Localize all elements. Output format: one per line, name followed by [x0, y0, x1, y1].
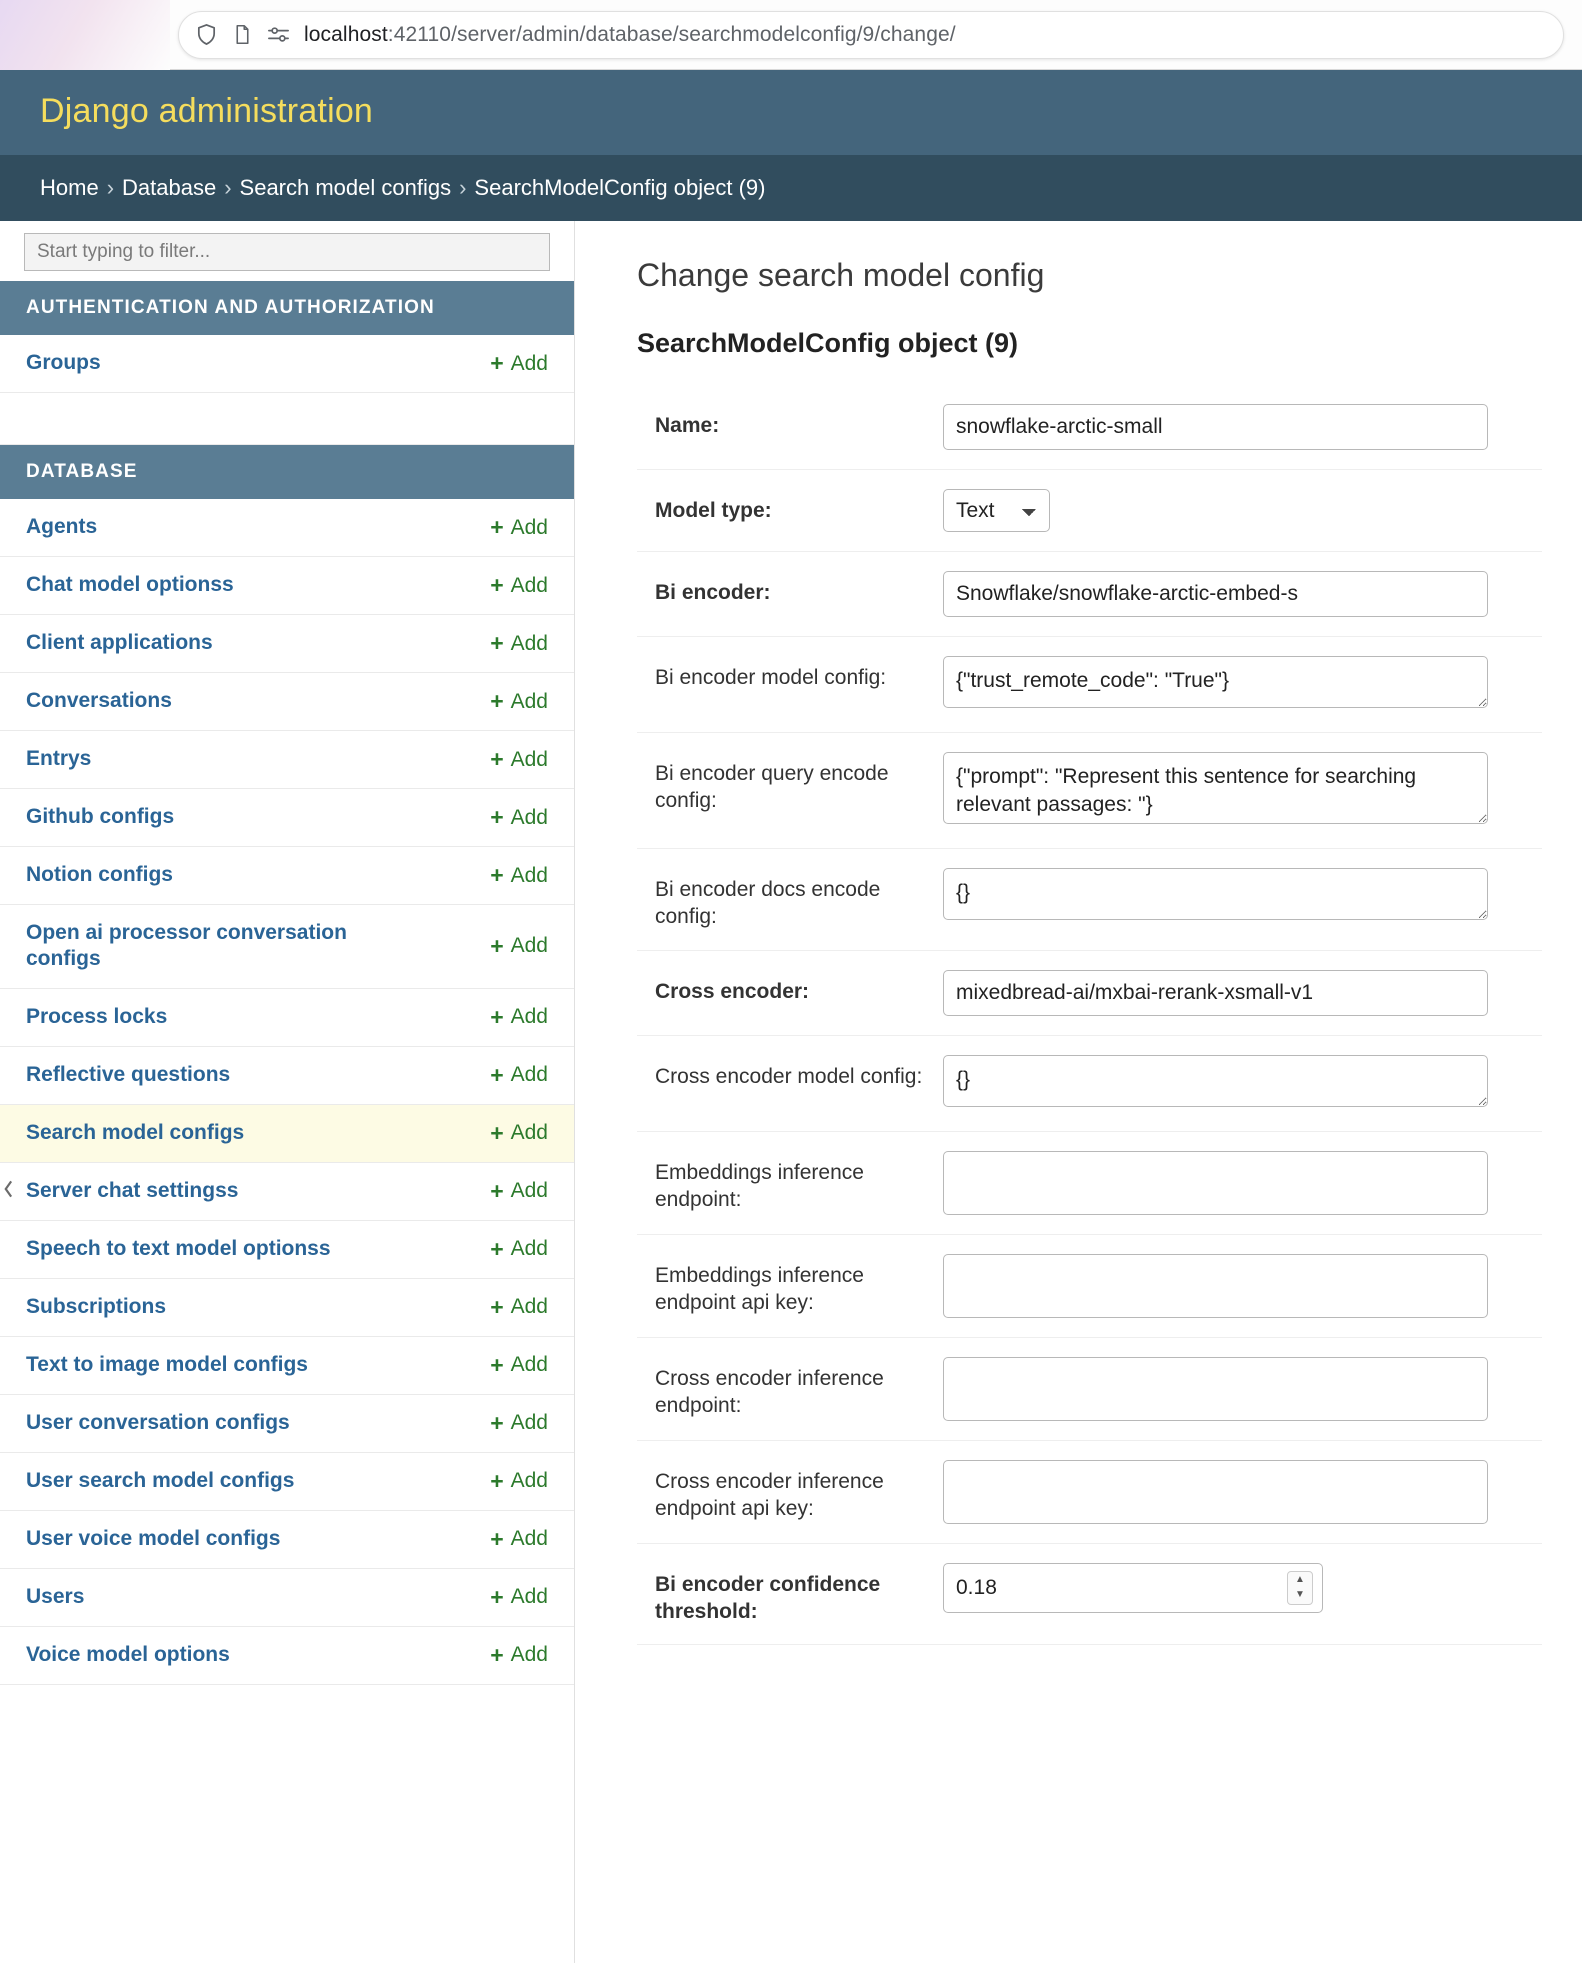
textarea-bi-encoder-model-config[interactable] [943, 656, 1488, 708]
breadcrumb-search-model-configs[interactable]: Search model configs [239, 175, 452, 200]
sidebar-item-client-applications[interactable] [0, 615, 574, 673]
breadcrumb-sep-3: › [459, 175, 467, 200]
sidebar-add-link[interactable] [490, 1120, 548, 1147]
sidebar-filter-input[interactable] [24, 233, 550, 271]
sidebar-item-reflective-questions[interactable] [0, 1047, 574, 1105]
sidebar-item-conversations[interactable] [0, 673, 574, 731]
breadcrumb-database[interactable]: Database [122, 175, 217, 200]
field-wrap-embeddings-inference-endpoint-api-key [943, 1254, 1542, 1318]
sidebar-add-label: Add [510, 1179, 548, 1202]
field-wrap-bi-encoder [943, 571, 1542, 617]
sidebar-item-user-voice-model-configs[interactable] [0, 1511, 574, 1569]
label-model-type: Model type: [655, 499, 772, 522]
sidebar-add-label: Add [510, 1585, 548, 1608]
sidebar-add-label: Add [510, 805, 548, 829]
site-header [0, 70, 1582, 155]
sidebar-item-label[interactable]: Users [26, 1584, 85, 1608]
label-cross-encoder: Cross encoder: [655, 979, 810, 1003]
plus-icon: + [490, 1293, 504, 1320]
input-cross-encoder-inference-endpoint-api-key[interactable] [943, 1460, 1488, 1524]
change-form [637, 385, 1542, 1645]
label-cross-encoder-model-config: Cross encoder model config: [655, 1064, 923, 1088]
form-row-bi-encoder-docs-encode-config [637, 849, 1542, 951]
form-row-bi-encoder-query-encode-config [637, 733, 1542, 849]
sidebar-add-link[interactable] [490, 1584, 548, 1611]
sidebar-item-speech-to-text-model-optionss[interactable] [0, 1221, 574, 1279]
sidebar-add-link[interactable] [490, 746, 548, 773]
field-wrap-cross-encoder-inference-endpoint [943, 1357, 1542, 1421]
browser-toolbar [0, 0, 1582, 70]
plus-icon: + [490, 1061, 504, 1088]
label-bi-encoder-confidence-threshold: Bi encoder confidence threshold: [655, 1572, 881, 1623]
sidebar-add-label: Add [510, 1063, 548, 1086]
sidebar-item-process-locks[interactable] [0, 989, 574, 1047]
plus-icon: + [490, 1003, 504, 1030]
sidebar-add-label: Add [510, 515, 548, 539]
address-bar[interactable] [178, 11, 1564, 59]
sidebar-add-label: Add [510, 1527, 548, 1550]
sidebar-add-label: Add [510, 1643, 548, 1666]
input-bi-encoder-confidence-threshold[interactable] [943, 1563, 1323, 1613]
number-wrap-bi-encoder-confidence-threshold [943, 1563, 1323, 1613]
url-path: :42110/server/admin/database/searchmodelconfig/9/change/ [387, 22, 956, 46]
sidebar-add-link[interactable] [490, 688, 548, 715]
sidebar-item-label[interactable]: Subscriptions [26, 1294, 167, 1318]
form-row-cross-encoder [637, 951, 1542, 1036]
sidebar-add-label: Add [510, 747, 548, 771]
sidebar-item-github-configs[interactable] [0, 789, 574, 847]
sidebar-group-spacer [0, 393, 574, 445]
sidebar-add-link[interactable] [490, 1178, 548, 1205]
page-title: Change search model config [637, 257, 1045, 293]
label-bi-encoder: Bi encoder: [655, 581, 771, 604]
field-wrap-model-type [943, 489, 1542, 532]
sidebar-add-link[interactable] [490, 862, 548, 889]
form-row-name [637, 385, 1542, 470]
sidebar-add-link[interactable] [490, 933, 548, 960]
sidebar-item-label[interactable]: Notion configs [26, 863, 173, 887]
plus-icon: + [490, 1409, 504, 1436]
sidebar-filter-wrap [0, 221, 574, 281]
input-cross-encoder[interactable] [943, 970, 1488, 1016]
sidebar-add-link[interactable] [490, 1352, 548, 1379]
sidebar-add-link[interactable] [490, 1642, 548, 1669]
form-row-embeddings-inference-endpoint [637, 1132, 1542, 1235]
breadcrumb-sep-2: › [224, 175, 232, 200]
sidebar-add-link[interactable] [490, 804, 548, 831]
breadcrumb-sep-1: › [106, 175, 115, 200]
form-row-cross-encoder-inference-endpoint [637, 1338, 1542, 1441]
select-model-type[interactable] [943, 489, 1050, 532]
spinner-icon[interactable]: ▲ ▼ [1287, 1571, 1313, 1605]
label-name: Name: [655, 414, 720, 437]
input-bi-encoder[interactable] [943, 571, 1488, 617]
sidebar-item-chat-model-optionss[interactable] [0, 557, 574, 615]
sidebar-item-label[interactable]: Search model configs [26, 1120, 245, 1144]
plus-icon: + [490, 688, 504, 714]
sidebar-add-label: Add [510, 1469, 548, 1492]
sidebar-item-label[interactable]: Groups [26, 351, 101, 375]
sidebar-item-label[interactable]: Text to image model configs [26, 1352, 308, 1376]
url-host: localhost [304, 22, 388, 46]
plus-icon: + [490, 1235, 504, 1262]
field-wrap-embeddings-inference-endpoint [943, 1151, 1542, 1215]
field-wrap-cross-encoder [943, 970, 1542, 1016]
field-wrap-bi-encoder-model-config [943, 656, 1542, 713]
sidebar-add-link[interactable] [490, 1410, 548, 1437]
sidebar-item-label[interactable]: Chat model optionss [26, 573, 234, 597]
sidebar-add-label: Add [510, 1411, 548, 1434]
sidebar-add-link[interactable] [490, 1062, 548, 1089]
shield-icon [195, 23, 218, 46]
textarea-bi-encoder-query-encode-config[interactable] [943, 752, 1488, 824]
sidebar-item-server-chat-settingss[interactable] [0, 1163, 574, 1221]
label-embeddings-inference-endpoint-api-key: Embeddings inference endpoint api key: [655, 1263, 864, 1314]
sidebar-item-user-search-model-configs[interactable] [0, 1453, 574, 1511]
plus-icon: + [490, 862, 504, 888]
sidebar-item-agents[interactable] [0, 499, 574, 557]
breadcrumb-home[interactable]: Home [40, 175, 99, 200]
sidebar-item-text-to-image-model-configs[interactable] [0, 1337, 574, 1395]
site-title[interactable]: Django administration [40, 92, 374, 130]
sidebar-add-link[interactable] [490, 630, 548, 657]
form-row-cross-encoder-model-config [637, 1036, 1542, 1132]
label-embeddings-inference-endpoint: Embeddings inference endpoint: [655, 1160, 864, 1211]
sidebar [0, 221, 575, 1963]
form-row-cross-encoder-inference-endpoint-api-key [637, 1441, 1542, 1544]
breadcrumb-current: SearchModelConfig object (9) [474, 175, 766, 200]
field-wrap-bi-encoder-query-encode-config [943, 752, 1542, 829]
page-body [0, 221, 1582, 1963]
sidebar-item-subscriptions[interactable] [0, 1279, 574, 1337]
breadcrumb [0, 155, 1582, 221]
sidebar-item-entrys[interactable] [0, 731, 574, 789]
url-text [304, 23, 956, 47]
plus-icon: + [490, 932, 504, 959]
sidebar-item-label[interactable]: Client applications [26, 631, 213, 655]
sidebar-item-label[interactable]: User conversation configs [26, 1410, 290, 1434]
plus-icon: + [490, 1351, 504, 1378]
plus-icon: + [490, 630, 504, 656]
sidebar-add-label: Add [510, 573, 548, 597]
plus-icon: + [490, 350, 504, 376]
plus-icon: + [490, 1119, 504, 1146]
input-embeddings-inference-endpoint[interactable] [943, 1151, 1488, 1215]
sidebar-add-label: Add [510, 1121, 548, 1144]
sidebar-item-open-ai-processor-conversation-configs[interactable] [0, 905, 574, 989]
label-bi-encoder-model-config: Bi encoder model config: [655, 666, 887, 689]
sidebar-item-label[interactable]: Conversations [26, 689, 172, 713]
plus-icon: + [490, 1641, 504, 1668]
sidebar-item-label[interactable]: Agents [26, 515, 98, 539]
sidebar-collapse-toggle[interactable] [0, 1176, 18, 1208]
forward-arrow-icon[interactable] [64, 12, 110, 58]
sidebar-add-label: Add [510, 1005, 548, 1028]
sidebar-add-link[interactable] [490, 1004, 548, 1031]
sidebar-item-label[interactable]: Reflective questions [26, 1062, 231, 1086]
sidebar-item-notion-configs[interactable] [0, 847, 574, 905]
sidebar-item-label[interactable]: Open ai processor conversation configs [26, 921, 347, 971]
textarea-cross-encoder-model-config[interactable] [943, 1055, 1488, 1107]
sidebar-item-search-model-configs[interactable] [0, 1105, 574, 1163]
sidebar-add-link[interactable] [490, 1294, 548, 1321]
plus-icon: + [490, 804, 504, 830]
sidebar-add-label: Add [510, 1353, 548, 1376]
back-arrow-icon[interactable] [18, 12, 64, 58]
sidebar-groups [0, 281, 574, 1685]
sidebar-add-label: Add [510, 351, 548, 375]
sidebar-item-voice-model-options[interactable] [0, 1627, 574, 1685]
sidebar-add-label: Add [510, 934, 548, 958]
form-row-embeddings-inference-endpoint-api-key [637, 1235, 1542, 1338]
reload-icon[interactable] [110, 12, 156, 58]
sidebar-item-groups[interactable] [0, 335, 574, 393]
plus-icon: + [490, 1583, 504, 1610]
sidebar-item-label[interactable]: Server chat settingss [26, 1178, 239, 1202]
page-icon [232, 23, 253, 46]
field-wrap-name [943, 404, 1542, 450]
sidebar-item-label[interactable]: Speech to text model optionss [26, 1236, 331, 1260]
sidebar-item-user-conversation-configs[interactable] [0, 1395, 574, 1453]
sidebar-add-label: Add [510, 863, 548, 887]
label-bi-encoder-query-encode-config: Bi encoder query encode config: [655, 762, 889, 813]
sidebar-item-label[interactable]: User search model configs [26, 1468, 295, 1492]
plus-icon: + [490, 746, 504, 772]
sidebar-item-label[interactable]: Entrys [26, 747, 92, 771]
permissions-icon[interactable] [267, 23, 290, 46]
plus-icon: + [490, 514, 504, 540]
sidebar-item-users[interactable] [0, 1569, 574, 1627]
textarea-bi-encoder-docs-encode-config[interactable] [943, 868, 1488, 920]
plus-icon: + [490, 572, 504, 598]
input-cross-encoder-inference-endpoint[interactable] [943, 1357, 1488, 1421]
main-content [575, 221, 1582, 1963]
sidebar-add-link[interactable] [490, 350, 548, 377]
sidebar-add-label: Add [510, 1295, 548, 1318]
sidebar-add-link[interactable] [490, 1526, 548, 1553]
sidebar-add-label: Add [510, 689, 548, 713]
form-row-model-type [637, 470, 1542, 552]
sidebar-item-label[interactable]: User voice model configs [26, 1526, 281, 1550]
object-title: SearchModelConfig object (9) [637, 328, 1019, 358]
sidebar-item-label[interactable]: Github configs [26, 805, 175, 829]
field-wrap-cross-encoder-model-config [943, 1055, 1542, 1112]
input-name[interactable] [943, 404, 1488, 450]
field-wrap-bi-encoder-docs-encode-config [943, 868, 1542, 925]
sidebar-add-link[interactable] [490, 1468, 548, 1495]
form-row-bi-encoder-model-config [637, 637, 1542, 733]
field-wrap-bi-encoder-confidence-threshold [943, 1563, 1542, 1613]
sidebar-add-link[interactable] [490, 572, 548, 599]
label-cross-encoder-inference-endpoint: Cross encoder inference endpoint: [655, 1366, 884, 1417]
sidebar-add-link[interactable] [490, 1236, 548, 1263]
sidebar-app-header: DATABASE [0, 445, 574, 499]
plus-icon: + [490, 1467, 504, 1494]
plus-icon: + [490, 1525, 504, 1552]
field-wrap-cross-encoder-inference-endpoint-api-key [943, 1460, 1542, 1524]
input-embeddings-inference-endpoint-api-key[interactable] [943, 1254, 1488, 1318]
plus-icon: + [490, 1177, 504, 1204]
sidebar-item-label[interactable]: Voice model options [26, 1642, 230, 1666]
sidebar-add-label: Add [510, 631, 548, 655]
label-bi-encoder-docs-encode-config: Bi encoder docs encode config: [655, 878, 881, 929]
sidebar-add-link[interactable] [490, 514, 548, 541]
form-row-bi-encoder [637, 552, 1542, 637]
sidebar-item-label[interactable]: Process locks [26, 1004, 168, 1028]
sidebar-app-header: AUTHENTICATION AND AUTHORIZATION [0, 281, 574, 335]
label-cross-encoder-inference-endpoint-api-key: Cross encoder inference endpoint api key: [655, 1469, 884, 1520]
form-row-bi-encoder-confidence-threshold [637, 1544, 1542, 1646]
sidebar-add-label: Add [510, 1237, 548, 1260]
